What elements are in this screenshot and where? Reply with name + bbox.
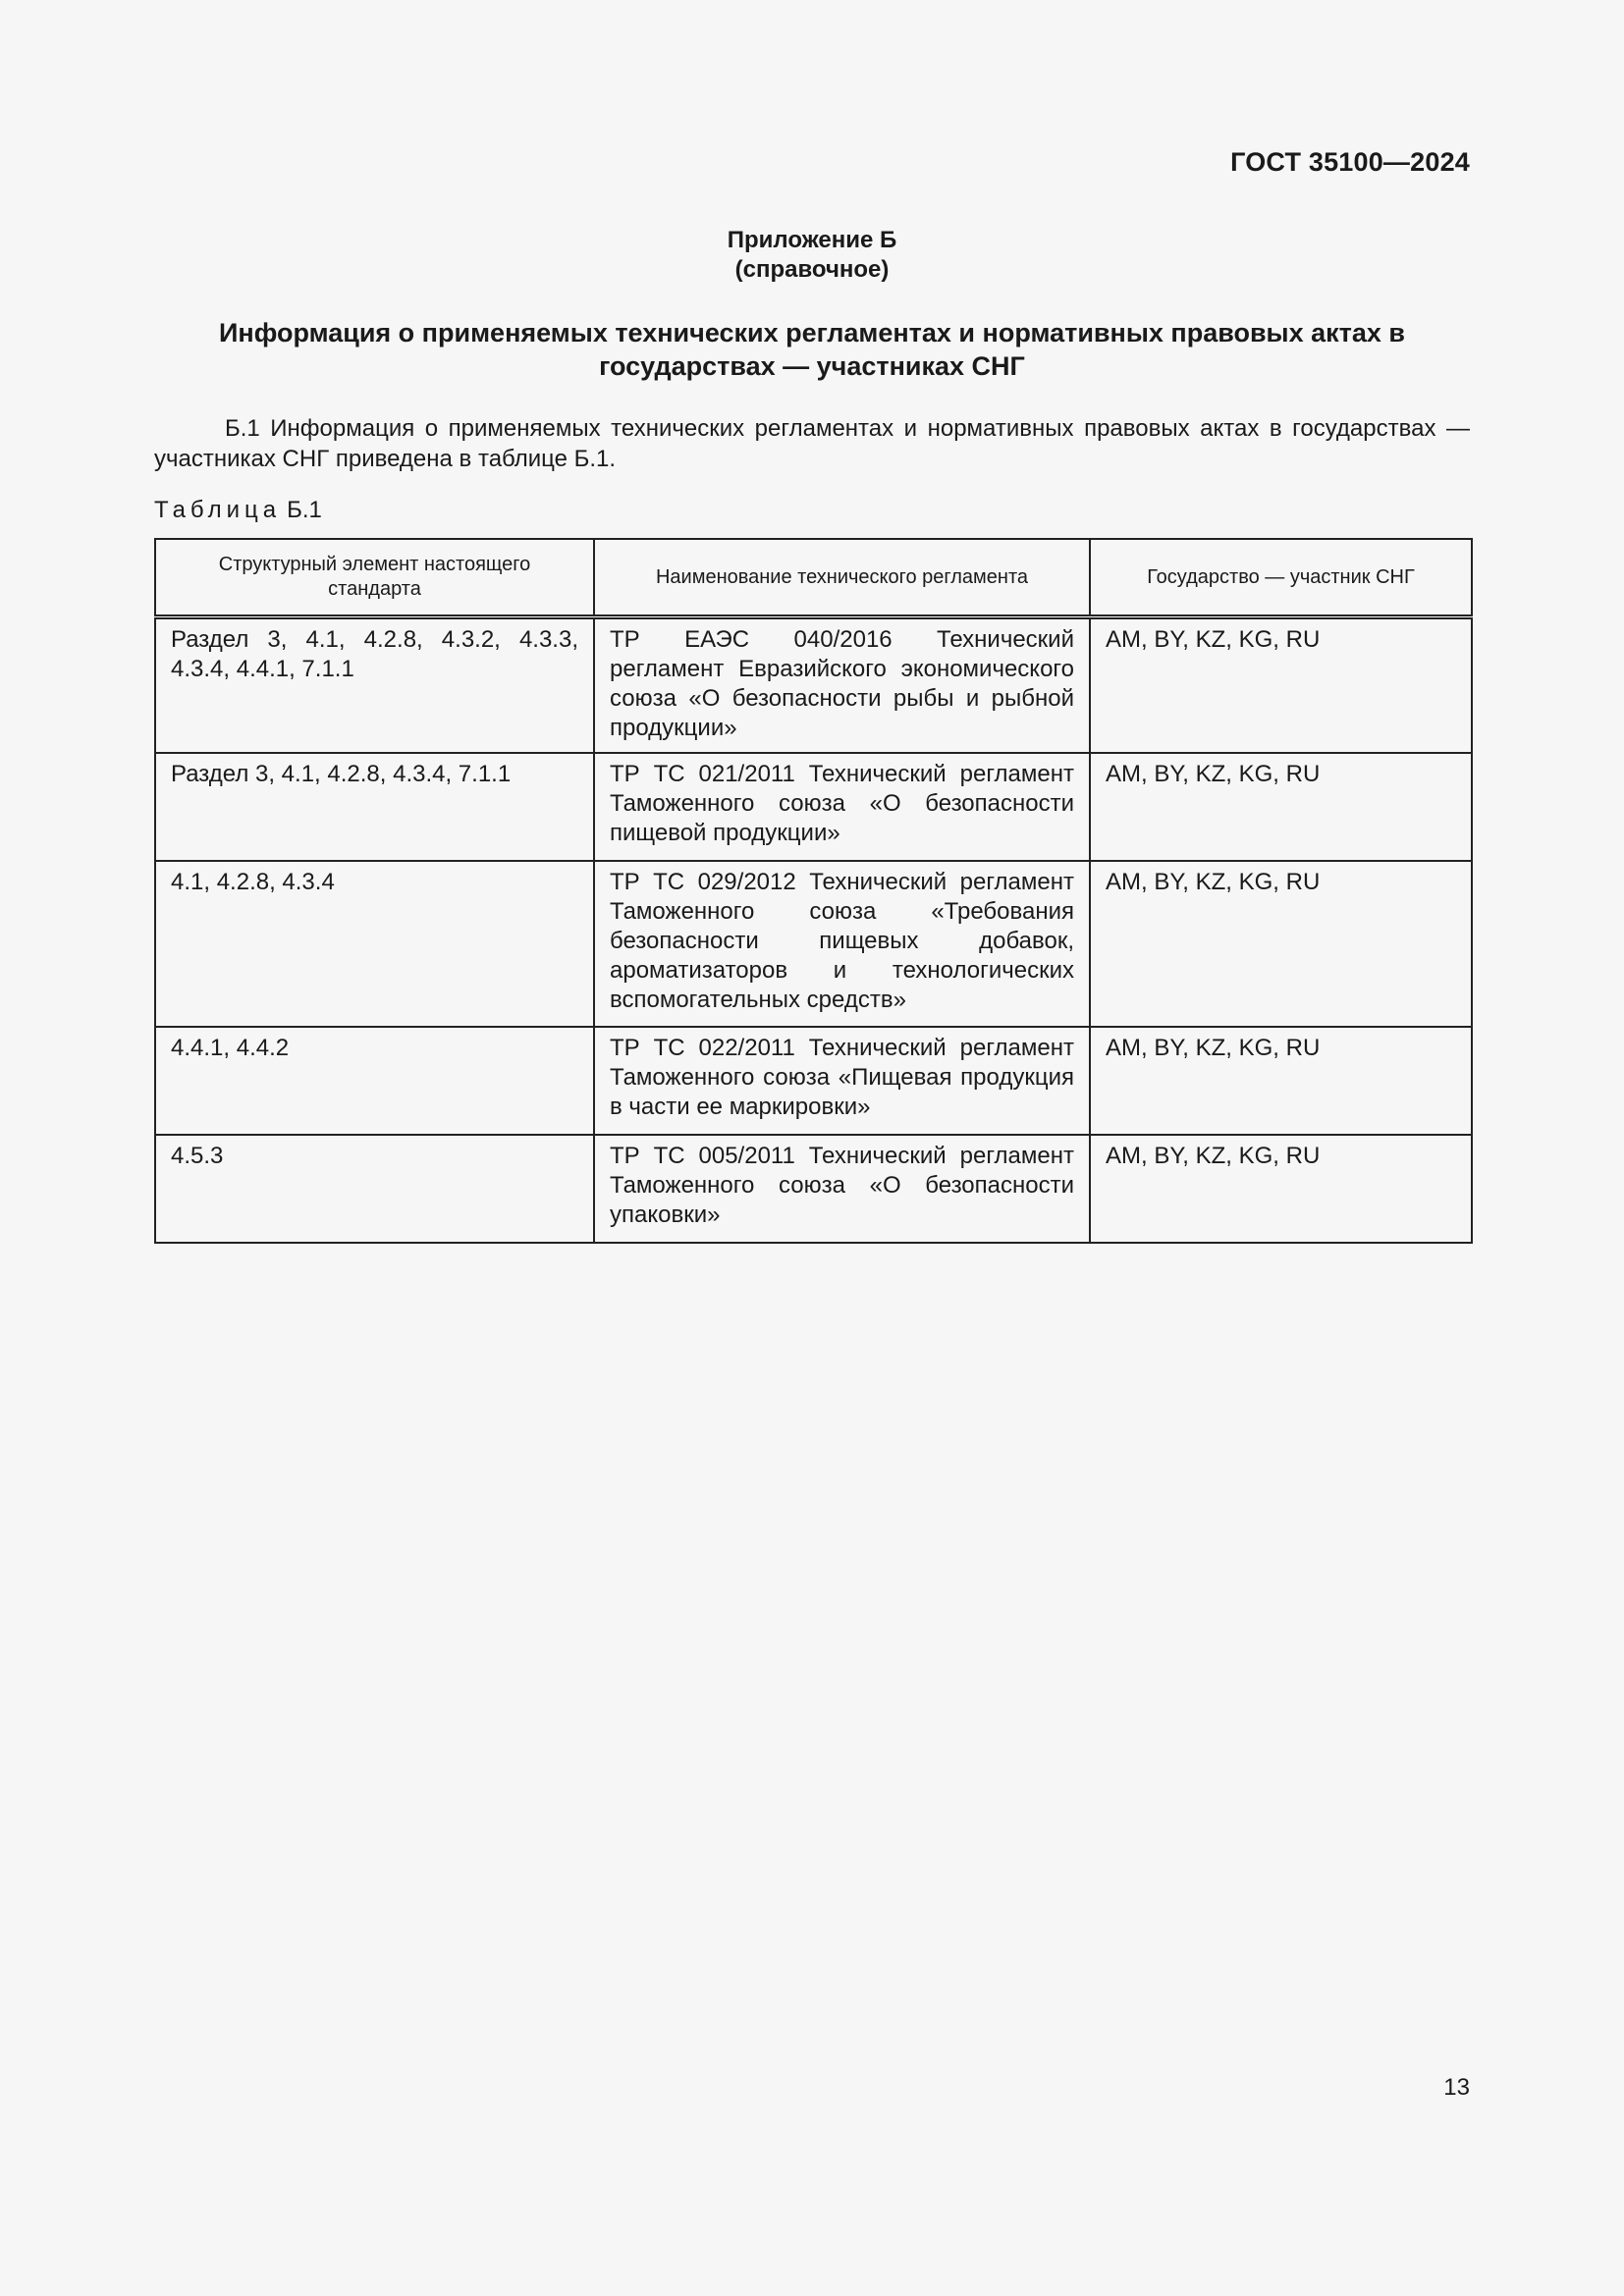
- cell-states: AM, BY, KZ, KG, RU: [1090, 753, 1472, 861]
- body-paragraph: Б.1 Информация о применяемых технических регламентах и нормативных правовых актах в государствах — участниках СНГ приведена в таблице Б.1.: [154, 415, 1470, 472]
- cell-regulation: ТР ЕАЭС 040/2016 Технический регламент Евразийского экономического союза «О безопасности рыбы и рыбной продукции»: [594, 617, 1090, 753]
- appendix-heading: [0, 226, 1624, 285]
- table-row: [155, 753, 1472, 861]
- cell-regulation: ТР ТС 022/2011 Технический регламент Таможенного союза «Пищевая продукция в части ее маркировки»: [594, 1027, 1090, 1135]
- table-row: [155, 1027, 1472, 1135]
- table-row: [155, 861, 1472, 1027]
- table-caption-number: Б.1: [287, 497, 322, 523]
- cell-states: AM, BY, KZ, KG, RU: [1090, 1027, 1472, 1135]
- column-header-states: Государство — участник СНГ: [1090, 539, 1472, 617]
- table-row: [155, 1135, 1472, 1243]
- cell-states: AM, BY, KZ, KG, RU: [1090, 1135, 1472, 1243]
- cell-element: 4.4.1, 4.4.2: [155, 1027, 594, 1135]
- cell-regulation: ТР ТС 021/2011 Технический регламент Таможенного союза «О безопасности пищевой продукции»: [594, 753, 1090, 861]
- regulations-table: [154, 538, 1473, 1244]
- column-header-regulation: Наименование технического регламента: [594, 539, 1090, 617]
- column-header-element: Структурный элемент настоящего стандарта: [155, 539, 594, 617]
- table-caption: [154, 497, 322, 524]
- table-header-row: [155, 539, 1472, 617]
- document-code: ГОСТ 35100—2024: [1230, 147, 1470, 177]
- cell-regulation: ТР ТС 005/2011 Технический регламент Таможенного союза «О безопасности упаковки»: [594, 1135, 1090, 1243]
- cell-regulation: ТР ТС 029/2012 Технический регламент Таможенного союза «Требования безопасности пищевых добавок, ароматизаторов и технологических вспомогательных средств»: [594, 861, 1090, 1027]
- appendix-kind: (справочное): [734, 256, 890, 283]
- cell-states: AM, BY, KZ, KG, RU: [1090, 861, 1472, 1027]
- section-title: Информация о применяемых технических регламентах и нормативных правовых актах в государствах — участниках СНГ: [218, 318, 1406, 381]
- cell-states: AM, BY, KZ, KG, RU: [1090, 617, 1472, 753]
- cell-element: Раздел 3, 4.1, 4.2.8, 4.3.2, 4.3.3, 4.3.4, 4.4.1, 7.1.1: [155, 617, 594, 753]
- cell-element: 4.1, 4.2.8, 4.3.4: [155, 861, 594, 1027]
- cell-element: 4.5.3: [155, 1135, 594, 1243]
- table-row: [155, 617, 1472, 753]
- cell-element: Раздел 3, 4.1, 4.2.8, 4.3.4, 7.1.1: [155, 753, 594, 861]
- table-caption-label: Таблица: [154, 497, 282, 523]
- appendix-label: Приложение Б: [727, 227, 897, 253]
- page-number: 13: [1443, 2074, 1470, 2101]
